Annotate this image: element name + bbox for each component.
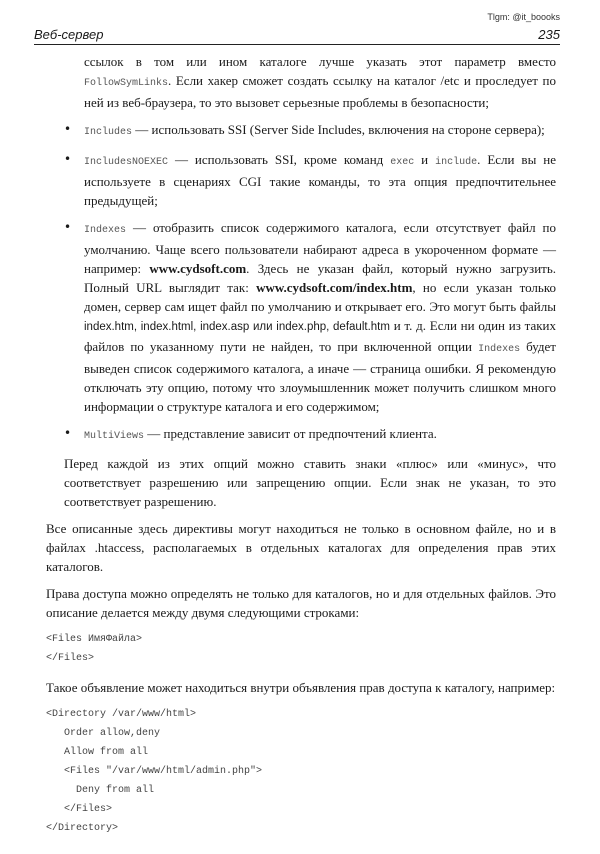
telegram-watermark: Tlgm: @it_boooks: [487, 12, 560, 22]
file-names: index.htm, index.html, index.asp или index.php, default.htm: [84, 321, 390, 333]
inline-code: Includes: [84, 127, 133, 138]
list-item-multiviews: • MultiViews — представление зависит от предпочтений клиента.: [84, 424, 556, 446]
list-item-includes: • Includes — использовать SSI (Server Side Includes, включения на стороне сервера);: [84, 120, 556, 142]
page-body: [48, 52, 556, 848]
inline-code: include: [435, 157, 478, 168]
inline-code: Indexes: [84, 225, 127, 236]
inline-code: IncludesNOEXEC: [84, 157, 169, 168]
section-title: Веб-сервер: [34, 27, 104, 42]
page-number: 235: [538, 27, 560, 42]
inline-code: MultiViews: [84, 431, 145, 442]
code-block-directory: <Directory /var/www/html> Order allow,deny Allow from all <Files "/var/www/html/admin.php"> Deny from all </Files> </Directory>: [46, 709, 263, 834]
code-block-files: <Files ИмяФайла> </Files>: [46, 634, 143, 664]
url-example: www.cydsoft.com: [149, 261, 247, 276]
paragraph-inside: Такое объявление может находиться внутри объявления прав доступа к каталогу, например:: [46, 680, 556, 695]
inline-code: FollowSymLinks: [84, 78, 169, 89]
inline-code: exec: [390, 157, 415, 168]
list-item-indexes: • Indexes — отобразить список содержимого каталога, если отсутствует файл по умолчанию. Чаще всего пользователи набирают адреса в укороченном формате — например: www.cydsoft.com. Здесь не указан файл, который нужно загрузить. Полный URL выглядит так: www.cydsoft.com/index.htm, но если указан только домен, сервер сам ищет файл по умолчанию и открывает его. Это могут быть файлы index.htm, index.html, index.asp или index.php, default.htm и т. д. Если ни один из таких файлов по указанному пути не найден, то при включенной опции Indexes будет выведен список содержимого каталога, а иначе — страница ошибки. Я рекомендую отключать эту опцию, потому что злоумышленник может получить слишком много информации о структуре каталога и его содержимом;: [84, 218, 556, 416]
inline-code: Indexes: [478, 344, 521, 355]
paragraph-followsymlinks: ссылок в том или ином каталоге лучше указать этот параметр вместо FollowSymLinks. Если хакер сможет создать ссылку на каталог /etc и проследует по ней из веб-браузера, то это вызовет серьезные проблемы в безопасности;: [84, 54, 556, 110]
paragraph-files: Права доступа можно определять не только для каталогов, но и для отдельных файлов. Это описание делается между двумя следующими строками:: [46, 586, 556, 620]
options-list: [48, 120, 556, 446]
running-header: [34, 26, 560, 45]
paragraph-plus-minus: Перед каждой из этих опций можно ставить знаки «плюс» или «минус», что соответствует разрешению или запрещению опции. Если знак не указан, то это соответствует разрешению.: [64, 456, 556, 509]
paragraph-htaccess: Все описанные здесь директивы могут находиться не только в основном файле, но и в файлах .htaccess, располагаемых в отдельных каталогах для определения прав этих каталогов.: [46, 521, 556, 574]
url-example-full: www.cydsoft.com/index.htm: [256, 280, 413, 295]
list-item-includesnoexec: • IncludesNOEXEC — использовать SSI, кроме команд exec и include. Если вы не используете в сценариях CGI такие команды, то эта опция предпочтительнее предыдущей;: [84, 150, 556, 210]
